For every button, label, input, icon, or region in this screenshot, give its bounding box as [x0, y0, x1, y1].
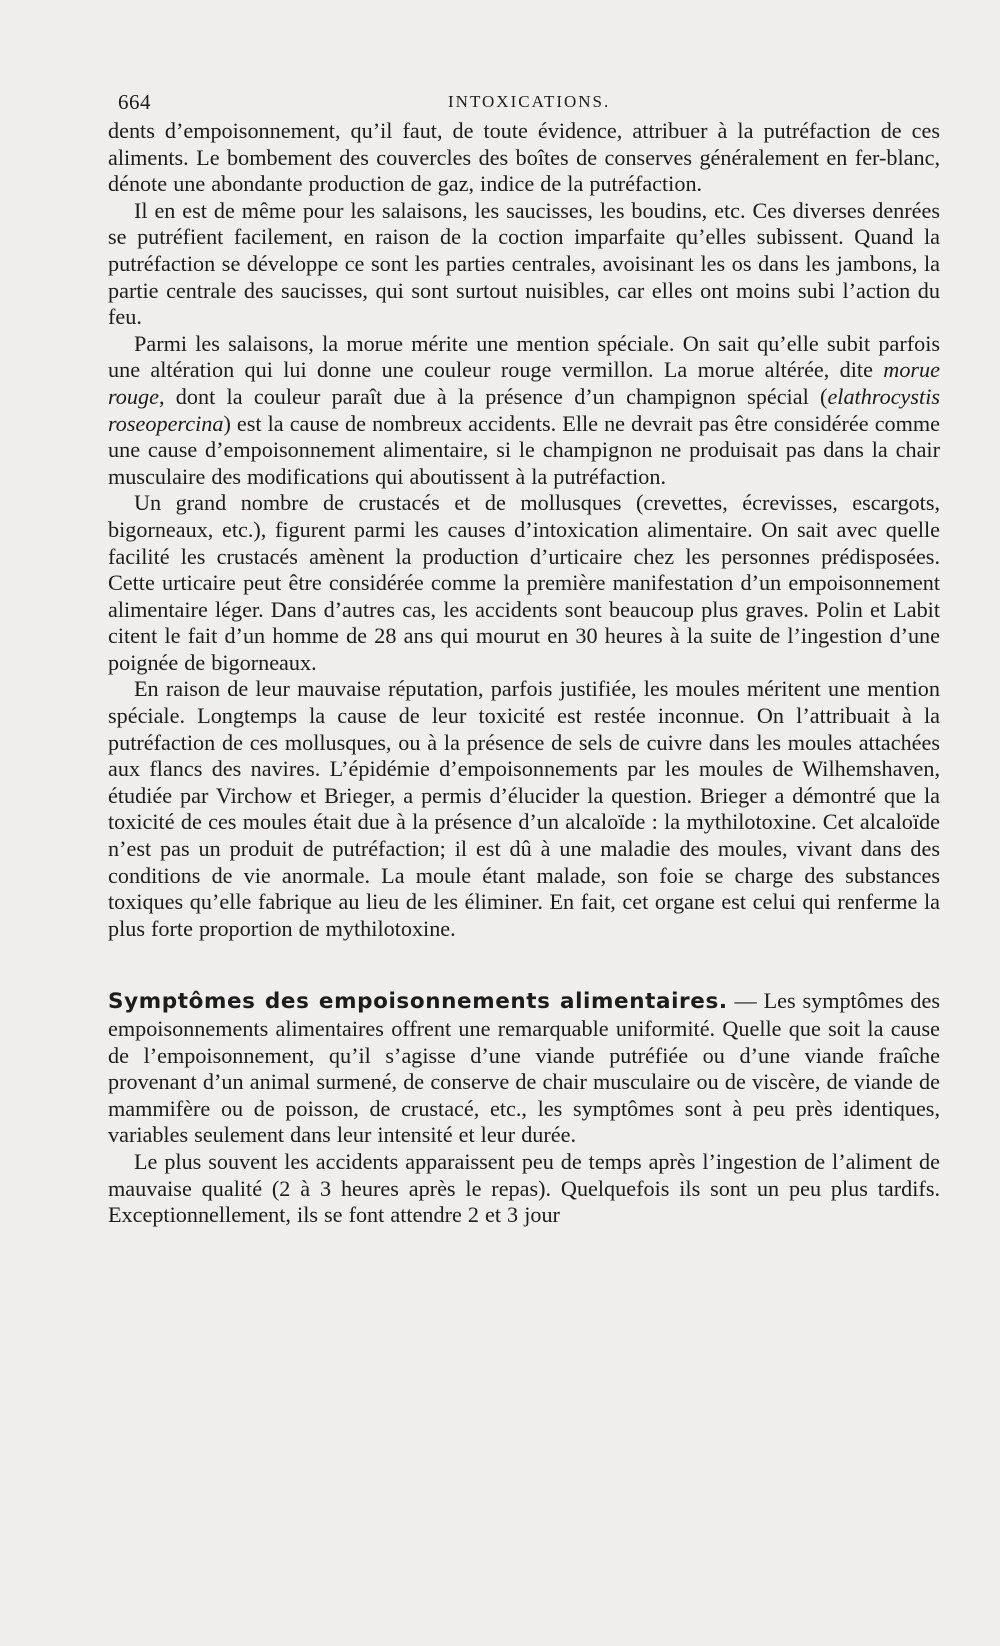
- page-header: [118, 90, 938, 116]
- term-elathrocystis: elathrocystis roseopercina: [108, 383, 940, 436]
- page-number: 664: [118, 90, 151, 114]
- paragraph-salaisons: Il en est de même pour les salaisons, les saucisses, les boudins, etc. Ces diverses denrées se putréfient facilement, en raison de la coction imparfaite qu’elles subissent. Quand la putréfaction se développe ce sont les parties centrales, avoisinant les os dans les jambons, la partie centrale des saucisses, qui sont surtout nuisibles, car elles ont moins subi l’action du feu.: [108, 197, 940, 330]
- paragraph-morue-text-c: , dont la couleur paraît due à la présence d’un champignon spécial (: [158, 383, 828, 409]
- paragraph-accidents: Le plus souvent les accidents apparaissent peu de temps après l’ingestion de l’aliment de mauvaise qualité (2 à 3 heures après le repas). Quelquefois ils sont un peu plus tardifs. Exceptionnellement, ils se font attendre 2 et 3 jour: [108, 1148, 940, 1228]
- paragraph-symptomes: [108, 988, 940, 1149]
- paragraph-crustaces: Un grand nombre de crustacés et de mollusques (crevettes, écrevisses, escargots, bigorneaux, etc.), figurent parmi les causes d’intoxication alimentaire. On sait avec quelle facilité les crustacés amènent la production d’urticaire chez les personnes prédisposées. Cette urticaire peut être considérée comme la première manifestation d’un empoisonnement alimentaire léger. Dans d’autres cas, les accidents sont beaucoup plus graves. Polin et Labit citent le fait d’un homme de 28 ans qui mourut en 30 heures à la suite de l’ingestion d’une poignée de bigorneaux.: [108, 490, 940, 675]
- paragraph-morue-text-e: ) est la cause de nombreux accidents. Elle ne devrait pas être considérée comme une cause d’empoisonnement alimentaire, si le champignon ne produisait pas dans la chair musculaire des modifications qui aboutissent à la putréfaction.: [108, 410, 940, 489]
- section-spacer: [108, 942, 940, 988]
- paragraph-symptomes-text: Les symptômes des empoisonnements alimentaires offrent une remarquable uniformité. Quelle que soit la cause de l’empoisonnement, qu’il s’agisse d’une viande putréfiée ou d’une viande fraîche provenant d’un animal surmené, de conserve de chair musculaire ou de viscère, de viande de mammifère ou de poisson, de crustacé, etc., les symptômes sont à peu près identiques, variables seulement dans leur intensité et leur durée.: [108, 988, 940, 1148]
- paragraph-morue: [108, 331, 940, 491]
- section-heading-symptomes: Symptômes des empoisonnements alimentaires.: [108, 989, 728, 1015]
- heading-dash: —: [727, 988, 764, 1014]
- paragraph-putrefaction-conserves: dents d’empoisonnement, qu’il faut, de toute évidence, attribuer à la putréfaction de ces aliments. Le bombement des couvercles des boîtes de conserves généralement en fer-blanc, dénote une abondante production de gaz, indice de la putréfaction.: [108, 118, 940, 197]
- running-head: INTOXICATIONS.: [448, 92, 611, 111]
- paragraph-moules: En raison de leur mauvaise réputation, parfois justifiée, les moules méritent une mention spéciale. Longtemps la cause de leur toxicité est restée inconnue. On l’attribuait à la putréfaction de ces mollusques, ou à la présence de sels de cuivre dans les moules attachées aux flancs des navires. L’épidémie d’empoisonnements par les moules de Wilhemshaven, étudiée par Virchow et Brieger, a permis d’élucider la question. Brieger a démontré que la toxicité de ces moules était due à la présence d’un alcaloïde : la mythilotoxine. Cet alcaloïde n’est pas un produit de putréfaction; il est dû à une maladie des moules, vivant dans des conditions de vie anormale. La moule étant malade, son foie se charge des substances toxiques qu’elle fabrique au lieu de les éliminer. En fait, cet organe est celui qui renferme la plus forte proportion de mythilotoxine.: [108, 676, 940, 941]
- term-morue-rouge: morue rouge: [108, 357, 940, 409]
- paragraph-morue-text-a: Parmi les salaisons, la morue mérite une mention spéciale. On sait qu’elle subit parfois une altération qui lui donne une couleur rouge vermillon. La morue altérée, dite: [108, 330, 940, 383]
- body-text: [108, 118, 940, 1229]
